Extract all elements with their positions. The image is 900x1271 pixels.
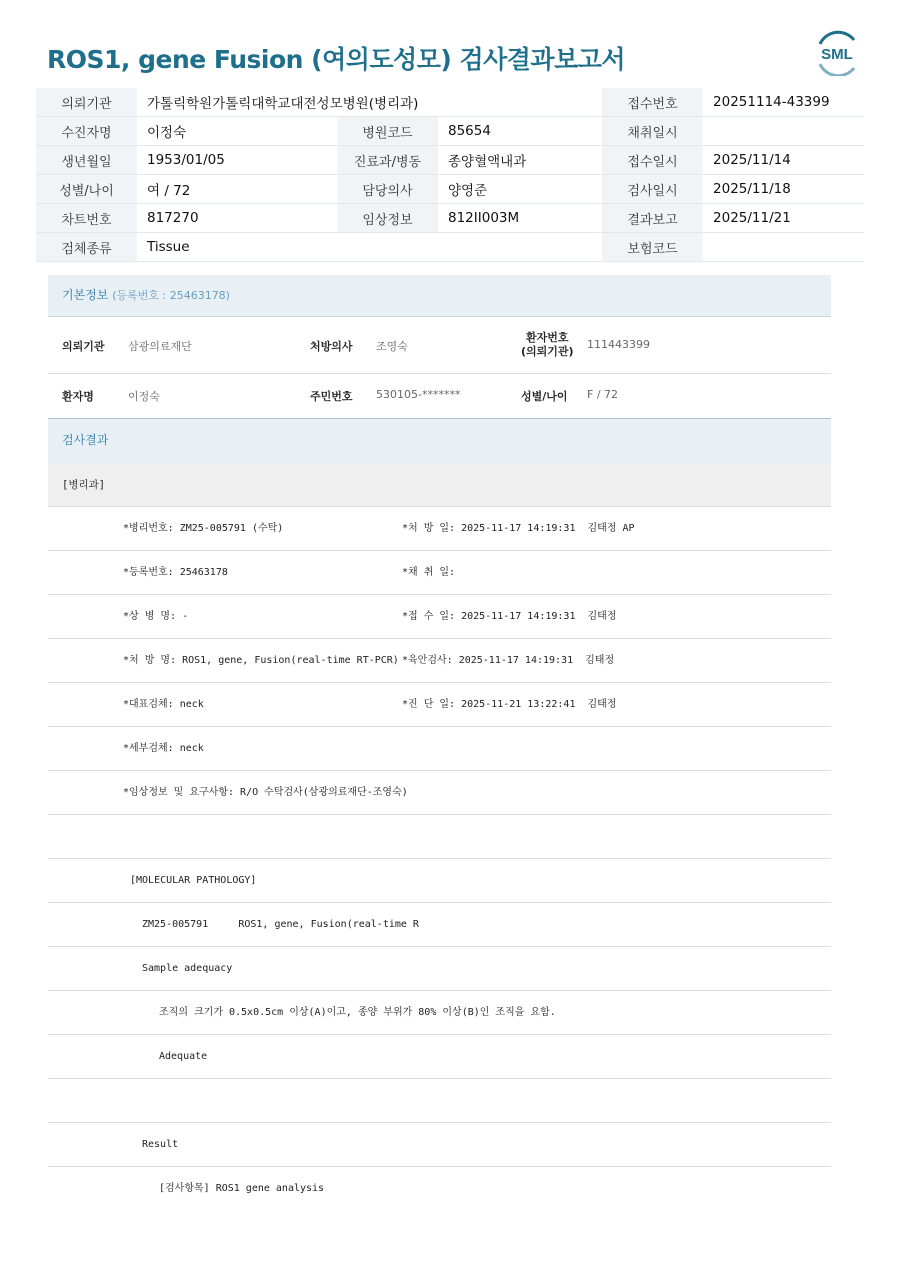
basic-info-header [48, 275, 831, 317]
result-row [48, 507, 831, 551]
pathology-number: *병리번호: ZM25-005791 (수탁) [123, 523, 284, 534]
info-row [36, 117, 864, 146]
value-chart-no: 817270 [137, 204, 337, 233]
info-row [36, 88, 864, 117]
basic-info-row [48, 374, 831, 418]
detail-specimen: *세부검체: neck [123, 743, 204, 754]
result-row [48, 947, 831, 991]
sample-adequacy-value: Adequate [159, 1051, 208, 1062]
info-row [36, 233, 864, 262]
value-receipt-no: 20251114-43399 [703, 88, 864, 117]
label-report-date: 결과보고 [602, 204, 703, 233]
label-sex-age: 성별/나이 [36, 175, 137, 204]
order-name: *처 방 명: ROS1, gene, Fusion(real-time RT-PCR) [123, 655, 399, 666]
result-row [48, 991, 831, 1035]
doctor-value: 조영숙 [376, 340, 408, 353]
sex-age-label: 성별/나이 [521, 390, 568, 403]
label-specimen-type: 검체종류 [36, 233, 137, 262]
label-receipt-date: 접수일시 [602, 146, 703, 175]
rrn-label: 주민번호 [310, 390, 353, 403]
value-specimen-type: Tissue [137, 233, 602, 262]
rrn-value: 530105-******* [376, 388, 461, 401]
molecular-pathology-title: [MOLECULAR PATHOLOGY] [130, 875, 257, 886]
result-row [48, 639, 831, 683]
molecular-order-line: ZM25-005791 ROS1, gene, Fusion(real-time R [142, 919, 419, 930]
info-row [36, 204, 864, 233]
value-hospital-code: 85654 [438, 117, 602, 146]
value-patient-name: 이정숙 [137, 117, 337, 146]
sml-logo [812, 30, 862, 76]
result-row [48, 1123, 831, 1167]
result-row [48, 683, 831, 727]
receipt-date: *접 수 일: 2025-11-17 14:19:31 김태정 [402, 611, 617, 622]
representative-specimen: *대표검체: neck [123, 699, 204, 710]
result-row [48, 859, 831, 903]
result-row [48, 551, 831, 595]
basic-info-title: 기본정보 [62, 288, 109, 302]
label-clinical-info: 임상정보 [337, 204, 438, 233]
value-receipt-date: 2025/11/14 [703, 146, 864, 175]
result-row [48, 1035, 831, 1079]
logo-text: SML [821, 46, 853, 63]
patient-no-label [521, 331, 574, 359]
value-requesting-org: 가톨릭학원가톨릭대학교대전성모병원(병리과) [137, 88, 602, 117]
sample-adequacy-note: 조직의 크기가 0.5x0.5cm 이상(A)이고, 종양 부위가 80% 이상(B)인 조직을 요함. [159, 1007, 556, 1018]
name-value: 이정숙 [128, 390, 160, 403]
report-title: ROS1, gene Fusion (여의도성모) 검사결과보고서 [47, 45, 626, 74]
result-item: [검사항목] ROS1 gene analysis [159, 1183, 325, 1194]
label-hospital-code: 병원코드 [337, 117, 438, 146]
label-department: 진료과/병동 [337, 146, 438, 175]
label-birth-date: 생년월일 [36, 146, 137, 175]
result-title: Result [142, 1139, 179, 1150]
label-collection-date: 채취일시 [602, 117, 703, 146]
value-test-date: 2025/11/18 [703, 175, 864, 204]
sample-adequacy-title: Sample adequacy [142, 963, 233, 974]
value-birth-date: 1953/01/05 [137, 146, 337, 175]
org-label: 의뢰기관 [62, 340, 105, 353]
registration-number: (등록번호 : 25463178) [112, 289, 230, 302]
doctor-label: 처방의사 [310, 340, 353, 353]
value-collection-date [703, 117, 864, 146]
patient-no-label-line2: (의뢰기관) [521, 345, 574, 358]
disease-name: *상 병 명: - [123, 611, 189, 622]
result-row [48, 1167, 831, 1211]
gross-exam-date: *육안검사: 2025-11-17 14:19:31 김태정 [402, 655, 615, 666]
department-label: [병리과] [48, 463, 831, 507]
value-clinical-info: 812II003M [438, 204, 602, 233]
patient-no-label-line1: 환자번호 [526, 331, 569, 344]
result-row-empty [48, 815, 831, 859]
result-row [48, 595, 831, 639]
label-patient-name: 수진자명 [36, 117, 137, 146]
sex-age-value: F / 72 [587, 388, 619, 401]
clinical-request: *임상정보 및 요구사항: R/O 수탁검사(삼광의료재단-조영숙) [123, 787, 408, 798]
info-row [36, 175, 864, 204]
label-test-date: 검사일시 [602, 175, 703, 204]
label-receipt-no: 접수번호 [602, 88, 703, 117]
result-row [48, 771, 831, 815]
value-report-date: 2025/11/21 [703, 204, 864, 233]
result-row-empty [48, 1079, 831, 1123]
collection-date: *채 취 일: [402, 567, 456, 578]
patient-no-value: 111443399 [587, 338, 650, 351]
result-header: 검사결과 [48, 418, 831, 463]
org-value: 삼광의료재단 [128, 340, 192, 353]
label-attending-doctor: 담당의사 [337, 175, 438, 204]
label-insurance-code: 보험코드 [602, 233, 703, 262]
reg-number: *등록번호: 25463178 [123, 567, 228, 578]
order-date: *처 방 일: 2025-11-17 14:19:31 김태정 AP [402, 523, 635, 534]
value-department: 종양혈액내과 [438, 146, 602, 175]
label-chart-no: 차트번호 [36, 204, 137, 233]
name-label: 환자명 [62, 390, 94, 403]
value-insurance-code [703, 233, 864, 262]
result-row [48, 903, 831, 947]
info-row [36, 146, 864, 175]
label-requesting-org: 의뢰기관 [36, 88, 137, 117]
basic-info-row [48, 317, 831, 374]
value-attending-doctor: 양영준 [438, 175, 602, 204]
value-sex-age: 여 / 72 [137, 175, 337, 204]
diagnosis-date: *진 단 일: 2025-11-21 13:22:41 김태정 [402, 699, 617, 710]
patient-info-table [36, 88, 864, 262]
result-row [48, 727, 831, 771]
